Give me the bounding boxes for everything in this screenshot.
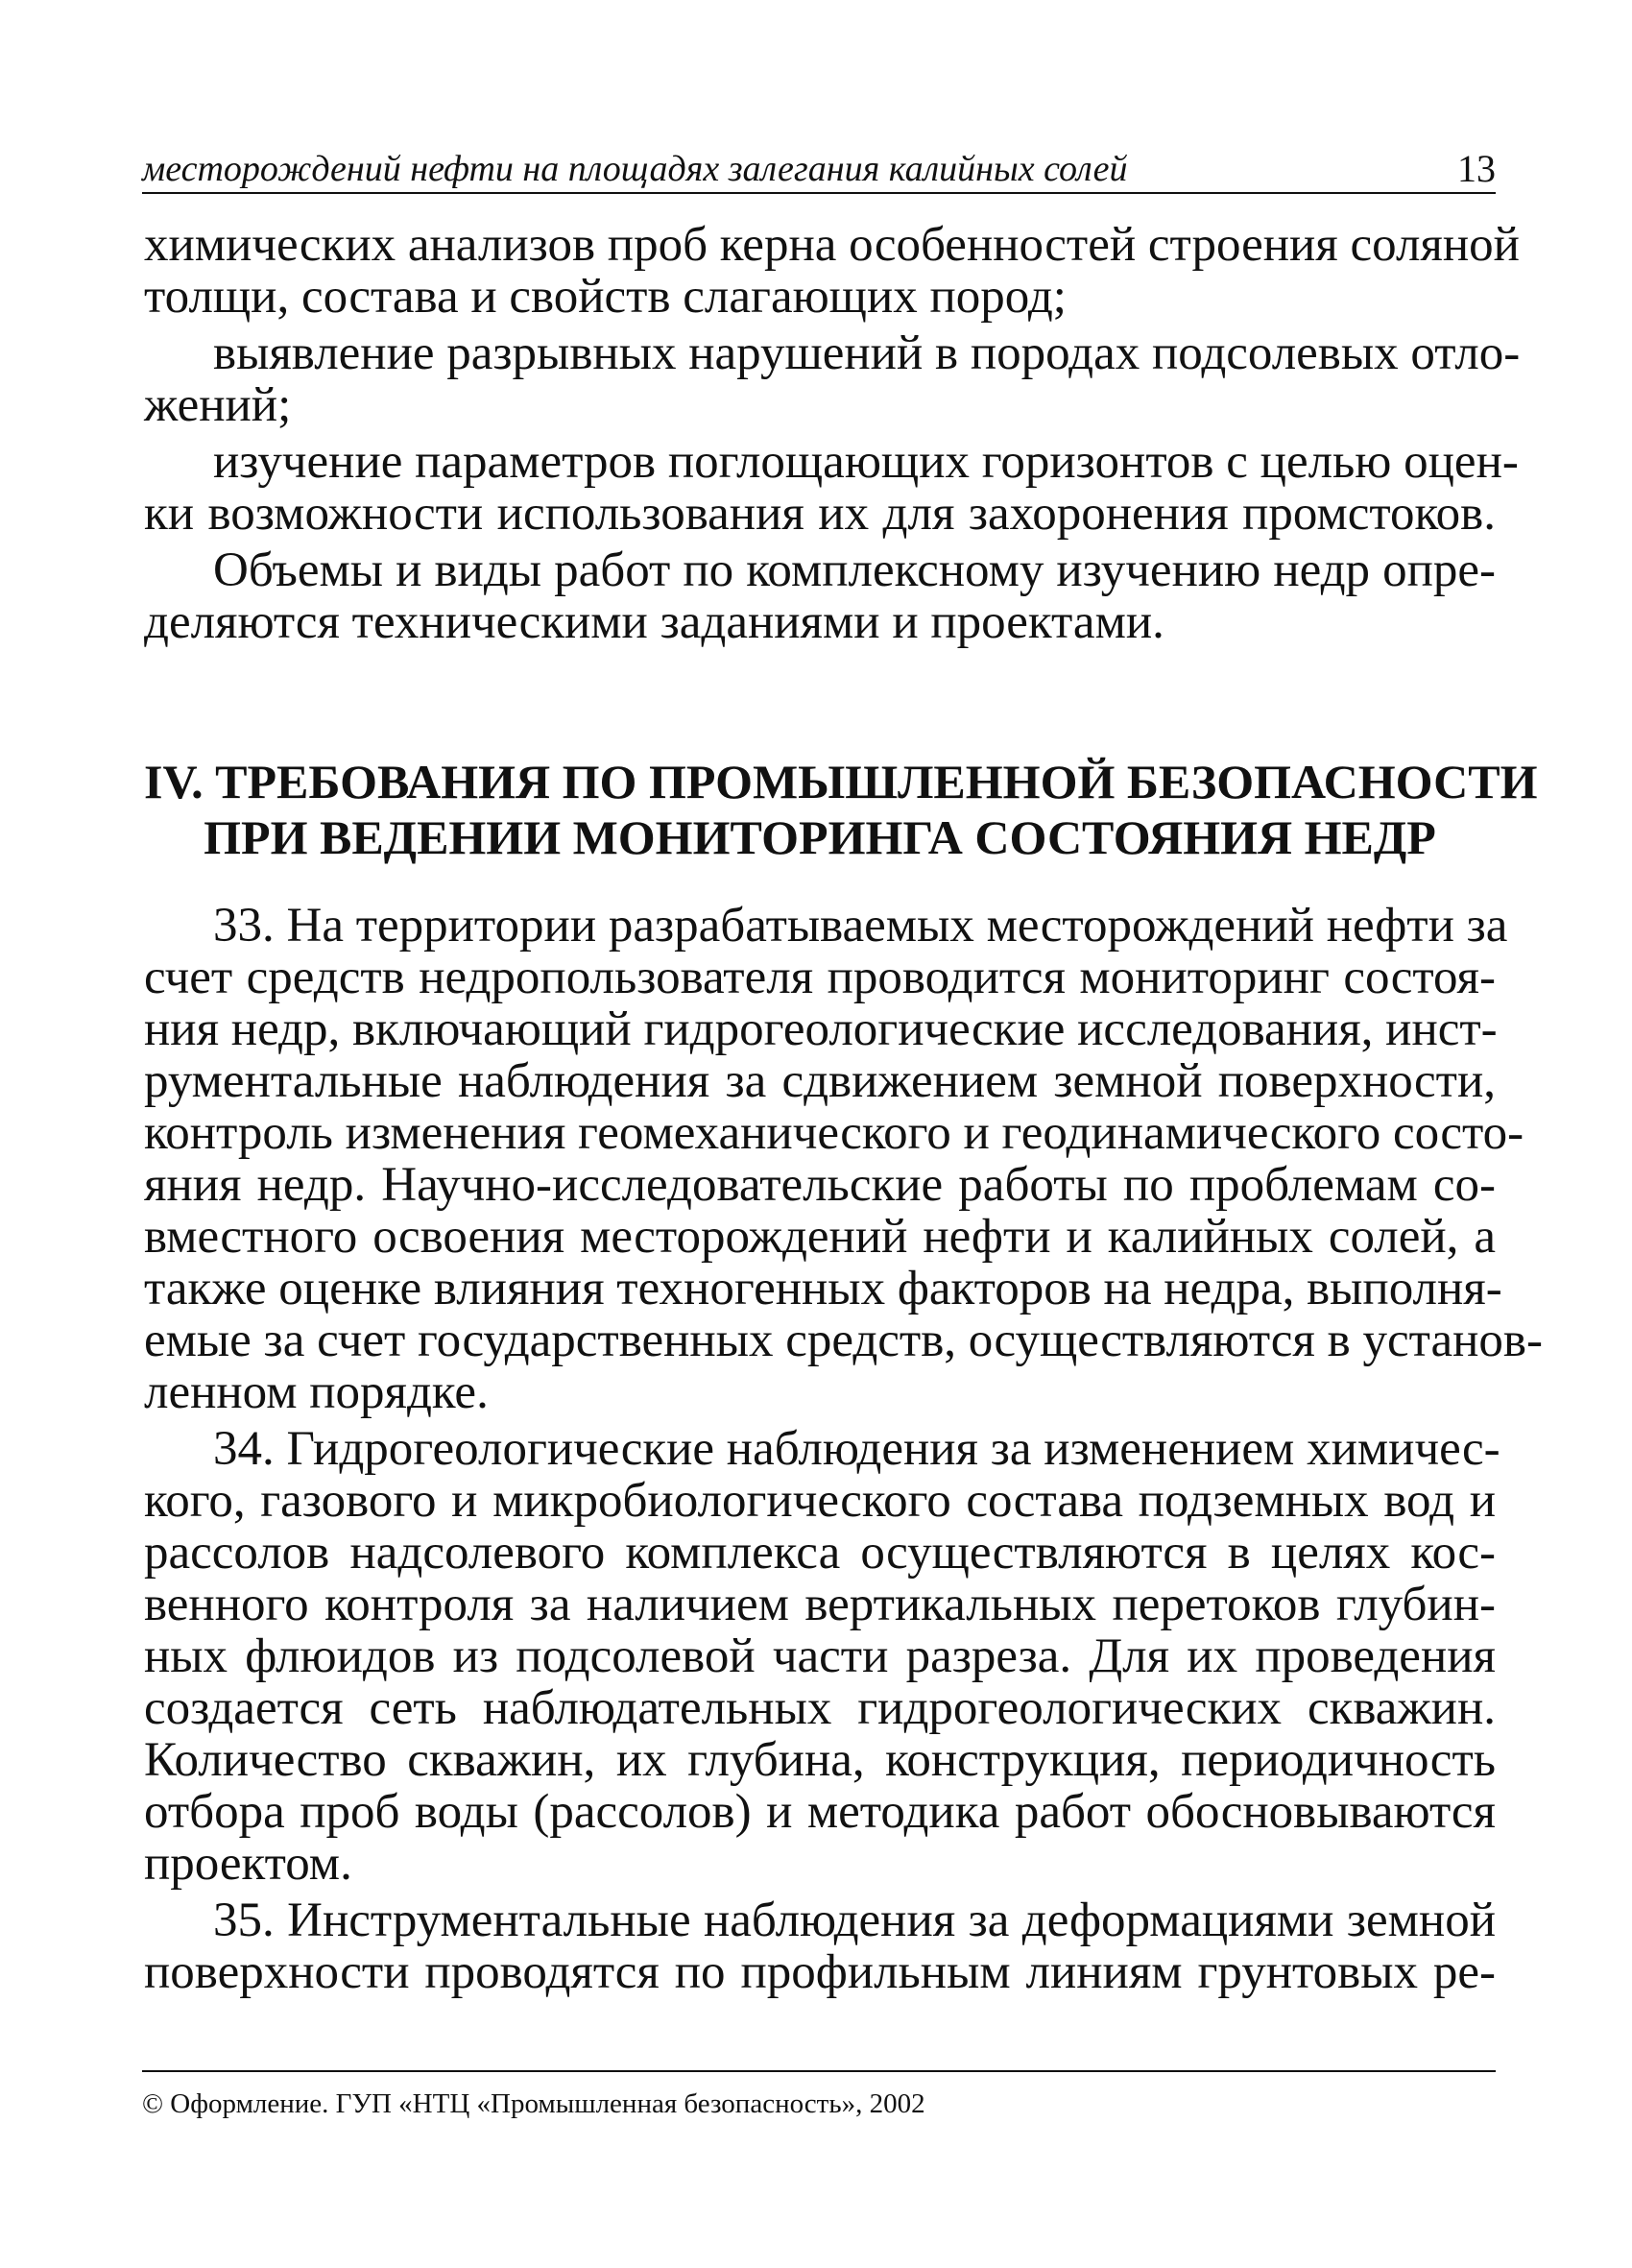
section-heading-line: IV. ТРЕБОВАНИЯ ПО ПРОМЫШЛЕННОЙ БЕЗОПАСНОСТИ [144,755,1538,808]
text-line: деляются техническими заданиями и проектами. [144,595,1164,649]
text-line: Количество скважин, их глубина, конструкция, периодичность [144,1733,1496,1787]
text-line: ленном порядке. [144,1365,489,1419]
paragraph-33 [144,899,1543,1419]
text-line: яния недр. Научно-исследовательские работы по проблемам со- [144,1158,1496,1212]
paragraph-34 [144,1422,1500,1891]
text-line: контроль изменения геомеханического и геодинамического состо- [144,1106,1524,1160]
text-line: изучение параметров поглощающих горизонтов с целью оцен- [213,435,1519,489]
paragraph [144,218,1520,324]
text-line: отбора проб воды (рассолов) и методика работ обосновываются [144,1785,1496,1839]
text-line: химических анализов проб керна особенностей строения соляной [144,218,1520,272]
running-title: месторождений нефти на площадях залегания калийных солей [142,149,1128,189]
text-line: ки возможности использования их для захоронения промстоков. [144,487,1496,541]
section-heading [144,754,1538,865]
page-number: 13 [1457,147,1496,190]
text-line: проектом. [144,1837,352,1891]
paragraph-35 [144,1894,1496,1998]
text-line: 35. Инструментальные наблюдения за деформациями земной [213,1894,1496,1947]
text-line: создается сеть наблюдательных гидрогеологических скважин. [144,1681,1496,1735]
copyright-notice: © Оформление. ГУП «НТЦ «Промышленная безопасность», 2002 [142,2088,925,2119]
section-heading-line: ПРИ ВЕДЕНИИ МОНИТОРИНГА СОСТОЯНИЯ НЕДР [204,810,1436,864]
text-line: также оценке влияния техногенных факторов на недра, выполня- [144,1262,1502,1315]
text-line: вместного освоения месторождений нефти и калийных солей, а [144,1210,1496,1264]
running-header [142,144,1496,194]
text-line: венного контроля за наличием вертикальных перетоков глубин- [144,1578,1496,1631]
text-line: кого, газового и микробиологического состава подземных вод и [144,1474,1496,1528]
text-line: толщи, состава и свойств слагающих пород; [144,270,1067,324]
text-line: ных флюидов из подсолевой части разреза. Для их проведения [144,1629,1496,1683]
text-line: выявление разрывных нарушений в породах подсолевых отло- [213,326,1521,380]
text-line: счет средств недропользователя проводится мониторинг состоя- [144,951,1496,1004]
paragraph [144,435,1519,541]
paragraph [144,544,1496,648]
text-line: 33. На территории разрабатываемых месторождений нефти за [213,899,1508,953]
text-line: поверхности проводятся по профильным линиям грунтовых ре- [144,1945,1496,1999]
text-line: рументальные наблюдения за сдвижением земной поверхности, [144,1054,1496,1108]
text-line: емые за счет государственных средств, осуществляются в установ- [144,1314,1543,1367]
text-line: ния недр, включающий гидрогеологические исследования, инст- [144,1002,1498,1056]
text-line: Объемы и виды работ по комплексному изучению недр опре- [213,543,1496,597]
paragraph [144,326,1521,432]
text-line: жений; [144,378,292,432]
text-line: рассолов надсолевого комплекса осуществляются в целях кос- [144,1526,1496,1580]
footer [142,2070,1496,2120]
text-line: 34. Гидрогеологические наблюдения за изменением химичес- [213,1422,1500,1476]
page-body [144,218,1543,2003]
